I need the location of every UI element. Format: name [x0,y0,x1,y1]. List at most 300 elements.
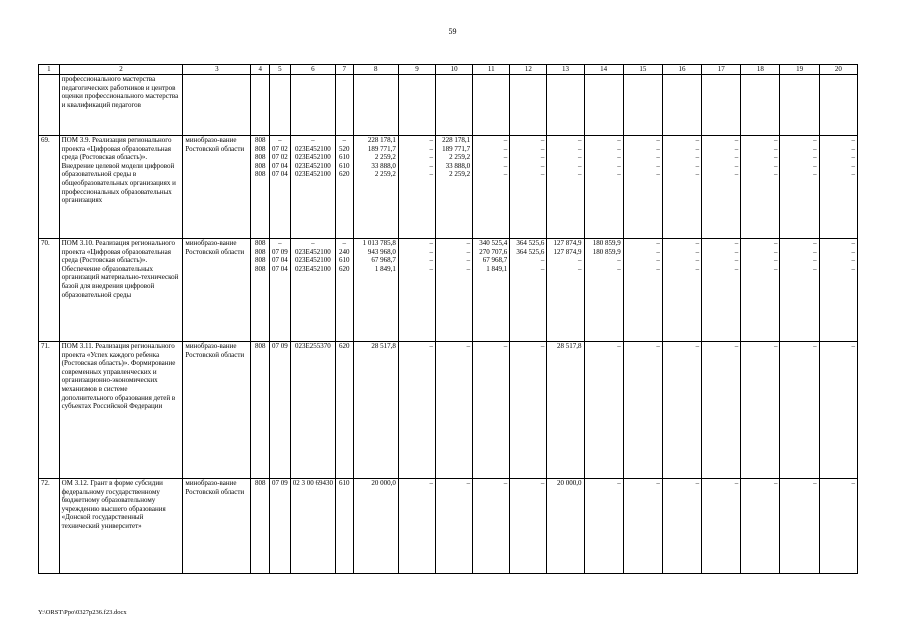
value-cell: – [429,256,434,265]
empty-cell [473,75,510,136]
value-column [436,479,473,574]
value-cell: 610 [339,161,350,170]
value-column [584,479,623,574]
value-cell: – [773,161,778,170]
measure-name: ПОМ 3.11. Реализация регионального проекта «Успех каждого ребенка (Ростовская область)». Формирование современных управленческих и организационно-экономических механизмов в системе дополнительного образования детей в субъектах Российской Федерации [59,342,183,479]
value-cell: – [851,153,855,162]
value-cell: – [578,161,582,170]
value-cell: 07 09 [272,342,288,350]
value-column [398,479,435,574]
value-column [353,479,398,574]
value-cell: 189 771,7 [442,144,471,153]
value-cell: 180 859,9 [592,239,621,247]
value-cell: 28 517,8 [371,342,396,350]
value-cell: – [695,239,700,247]
header-cell: 11 [473,65,510,75]
value-column [780,239,819,342]
value-cell: – [429,170,434,179]
value-cell: – [429,136,434,144]
value-column [336,479,354,574]
header-cell: 15 [623,65,662,75]
value-cell: – [503,136,508,144]
measure-name: ПОМ 3.9. Реализация регионального проекта «Цифровая образовательная среда (Ростовская область)». Внедрение целевой модели цифровой образовательной среды в общеобразовательных организациях и профессиональных образовательных организациях [59,136,183,239]
value-cell: – [813,144,817,153]
measure-name: ПОМ 3.10. Реализация регионального проекта «Цифровая образовательная среда (Ростовская область)». Обеспечение образовательных организаций материально-технической базой для внедрения цифровой образовательной среды [59,239,183,342]
value-cell: – [851,479,855,487]
value-cell: – [617,342,621,350]
continuation-text: профессионального мастерства педагогических работников и центров оценки профессионального мастерства и квалификаций педагогов [59,75,183,136]
value-column [473,239,510,342]
value-column [510,479,547,574]
value-cell: – [429,153,434,162]
value-column [741,342,780,479]
value-cell: – [813,136,817,144]
value-cell: – [695,479,700,487]
value-column [473,342,510,479]
value-cell: – [695,342,700,350]
value-cell: – [540,256,545,265]
header-cell: 17 [702,65,741,75]
header-cell: 6 [290,65,335,75]
value-cell: 127 874,9 [553,239,582,247]
empty-cell [183,75,251,136]
header-cell: 20 [819,65,857,75]
value-cell: 67 968,7 [482,256,508,265]
value-cell: – [466,342,471,350]
value-cell: 180 859,9 [592,247,621,256]
value-cell: – [851,161,855,170]
value-cell: – [813,247,817,256]
value-cell: 808 [254,247,266,256]
value-cell: – [278,239,282,247]
value-cell: – [851,342,855,350]
value-cell: 943 968,0 [367,247,396,256]
header-cell: 5 [270,65,291,75]
value-cell: 1 013 785,8 [362,239,396,247]
value-cell: – [503,479,508,487]
value-column [436,342,473,479]
value-cell: – [540,136,545,144]
value-cell: – [734,342,739,350]
header-cell: 18 [741,65,780,75]
value-cell: – [695,153,700,162]
value-cell: 2 259,2 [449,153,471,162]
value-cell: 20 000,0 [371,479,396,487]
empty-cell [398,75,435,136]
value-cell: – [503,170,508,179]
value-cell: – [851,170,855,179]
value-cell: – [656,247,660,256]
value-cell: – [466,479,471,487]
value-cell: – [851,264,855,273]
value-column [436,136,473,239]
value-cell: – [503,161,508,170]
value-cell: 620 [339,264,350,273]
empty-cell [702,75,741,136]
value-cell: – [773,479,778,487]
value-cell: – [578,264,582,273]
value-cell: – [695,256,700,265]
value-cell: 07 04 [272,264,288,273]
executor: минобразо-вание Ростовской области [183,479,251,574]
value-cell: – [773,256,778,265]
value-cell: – [695,247,700,256]
value-cell: – [773,239,778,247]
table-row [39,342,858,479]
value-cell: – [813,153,817,162]
value-column [251,479,270,574]
value-column [290,239,335,342]
value-cell: – [734,479,739,487]
value-cell: – [466,239,471,247]
empty-cell [336,75,354,136]
value-column [702,342,741,479]
value-column [623,239,662,342]
value-cell: – [429,342,434,350]
value-cell: – [734,136,739,144]
value-cell: 023Е452100 [294,247,331,256]
value-cell: – [813,161,817,170]
value-cell: 189 771,7 [367,144,396,153]
header-cell: 8 [353,65,398,75]
value-column [702,479,741,574]
value-cell: – [695,136,700,144]
value-column [819,342,857,479]
empty-cell [780,75,819,136]
header-cell: 10 [436,65,473,75]
value-cell: 023Е452100 [294,161,331,170]
value-cell: 2 259,2 [449,170,471,179]
value-cell: – [656,256,660,265]
value-column [336,136,354,239]
value-column [584,239,623,342]
value-column [662,239,701,342]
value-column [662,342,701,479]
value-cell: – [429,144,434,153]
value-column [251,136,270,239]
value-column [473,479,510,574]
value-column [270,239,291,342]
value-column [623,136,662,239]
row-number: 69. [39,136,60,239]
value-column [353,342,398,479]
header-cell: 9 [398,65,435,75]
row-number: 70. [39,239,60,342]
value-cell: – [540,153,545,162]
value-cell: – [503,144,508,153]
value-cell: – [503,153,508,162]
value-cell: – [503,342,508,350]
value-cell: – [311,239,315,247]
value-cell: 023Е255370 [294,342,331,350]
header-cell: 19 [780,65,819,75]
value-cell: – [773,264,778,273]
value-column [398,136,435,239]
value-cell: – [773,136,778,144]
value-cell: – [342,239,347,247]
value-cell: – [813,239,817,247]
measure-name: ОМ 3.12. Грант в форме субсидии федеральному государственному бюджетному образовательному учреждению высшего образования «Донской государственный технический университет» [59,479,183,574]
value-cell: – [734,247,739,256]
value-cell: – [578,136,582,144]
row-number: 71. [39,342,60,479]
value-cell: – [656,170,660,179]
value-cell: – [578,170,582,179]
table-row [39,479,858,574]
value-column [741,479,780,574]
empty-cell [741,75,780,136]
value-cell: 07 09 [272,479,288,487]
header-cell: 7 [336,65,354,75]
value-column [473,136,510,239]
value-cell: – [617,136,621,144]
value-cell: – [540,144,545,153]
value-column [353,239,398,342]
value-cell: – [429,479,434,487]
value-column [398,342,435,479]
value-column [436,239,473,342]
header-cell: 4 [251,65,270,75]
empty-cell [353,75,398,136]
value-cell: – [342,136,347,144]
value-cell: – [734,153,739,162]
value-cell: 808 [254,144,266,153]
value-cell: 610 [339,479,350,487]
value-column [336,342,354,479]
value-cell: – [813,264,817,273]
value-cell: – [813,342,817,350]
empty-cell [510,75,547,136]
value-column [510,342,547,479]
value-cell: 023Е452100 [294,170,331,179]
value-cell: 20 000,0 [557,479,582,487]
value-cell: – [656,264,660,273]
executor: минобразо-вание Ростовской области [183,342,251,479]
value-cell: 023Е452100 [294,256,331,265]
value-column [270,479,291,574]
empty-cell [623,75,662,136]
value-cell: 28 517,8 [557,342,582,350]
value-cell: 808 [254,136,266,144]
executor: минобразо-вание Ростовской области [183,239,251,342]
value-column [510,239,547,342]
value-cell: – [656,479,660,487]
empty-cell [290,75,335,136]
value-column [398,239,435,342]
value-cell: – [734,144,739,153]
value-cell: – [466,264,471,273]
empty-cell [662,75,701,136]
value-cell: 023Е452100 [294,153,331,162]
value-cell: 610 [339,256,350,265]
value-cell: 07 02 [272,144,288,153]
value-cell: – [695,170,700,179]
budget-table [38,64,858,574]
value-cell: 270 707,6 [479,247,508,256]
value-column [547,239,584,342]
value-cell: – [617,256,621,265]
row-number-cell [39,75,60,136]
value-cell: 228 178,1 [367,136,396,144]
value-column [290,479,335,574]
value-cell: 67 968,7 [371,256,396,265]
executor: минобразо-вание Ростовской области [183,136,251,239]
value-cell: – [656,153,660,162]
value-cell: 07 04 [272,161,288,170]
value-cell: – [429,239,434,247]
value-cell: 2 259,2 [374,170,396,179]
header-row [39,65,858,75]
value-cell: – [656,136,660,144]
empty-cell [436,75,473,136]
value-column [270,136,291,239]
value-cell: – [851,247,855,256]
header-cell: 13 [547,65,584,75]
value-column [741,136,780,239]
empty-cell [584,75,623,136]
value-cell: – [813,479,817,487]
value-cell: – [695,144,700,153]
value-cell: 340 525,4 [479,239,508,247]
value-cell: 127 874,9 [553,247,582,256]
value-cell: 808 [254,170,266,179]
value-cell: – [617,170,621,179]
value-cell: – [773,247,778,256]
table-row [39,136,858,239]
value-cell: – [734,239,739,247]
value-cell: – [578,256,582,265]
value-column [547,479,584,574]
value-cell: – [656,239,660,247]
value-cell: – [617,479,621,487]
value-column [510,136,547,239]
value-column [662,479,701,574]
value-cell: – [466,247,471,256]
value-cell: – [540,161,545,170]
value-cell: 07 04 [272,256,288,265]
header-cell: 3 [183,65,251,75]
value-cell: – [429,161,434,170]
value-column [741,239,780,342]
value-cell: 364 525,6 [516,239,545,247]
value-cell: – [773,342,778,350]
value-cell: – [578,153,582,162]
value-column [353,136,398,239]
value-column [780,136,819,239]
value-cell: – [851,239,855,247]
value-column [290,342,335,479]
value-cell: 07 09 [272,247,288,256]
value-column [547,136,584,239]
value-cell: – [540,170,545,179]
value-cell: – [734,161,739,170]
value-cell: 620 [339,342,350,350]
value-cell: 808 [254,239,266,247]
value-cell: – [617,161,621,170]
value-column [584,342,623,479]
value-cell: 364 525,6 [516,247,545,256]
value-cell: – [695,264,700,273]
value-cell: – [429,264,434,273]
value-cell: 2 259,2 [374,153,396,162]
value-cell: 620 [339,170,350,179]
value-cell: 808 [254,161,266,170]
value-column [819,239,857,342]
empty-cell [819,75,857,136]
value-cell: – [851,256,855,265]
value-cell: 33 888,0 [371,161,396,170]
value-cell: – [773,144,778,153]
value-cell: 520 [339,144,350,153]
value-cell: 33 888,0 [445,161,471,170]
value-cell: – [540,342,545,350]
value-cell: 808 [254,256,266,265]
value-column [819,136,857,239]
value-cell: 1 849,1 [374,264,396,273]
value-cell: – [851,144,855,153]
value-column [290,136,335,239]
value-cell: – [813,170,817,179]
value-cell: – [311,136,315,144]
page-number: 59 [448,27,457,36]
value-cell: – [429,247,434,256]
value-cell: 07 02 [272,153,288,162]
value-cell: 07 04 [272,170,288,179]
value-cell: – [734,256,739,265]
value-cell: – [578,144,582,153]
value-cell: – [617,264,621,273]
value-cell: 808 [254,153,266,162]
file-path-footer: Y:\ORST\Ppo\0327p236.f23.docx [38,609,127,616]
value-column [780,479,819,574]
value-column [270,342,291,479]
value-column [251,342,270,479]
value-cell: – [656,161,660,170]
value-cell: – [656,342,660,350]
value-cell: – [851,136,855,144]
value-cell: – [278,136,282,144]
value-cell: – [695,161,700,170]
value-column [251,239,270,342]
header-cell: 2 [59,65,183,75]
value-cell: – [617,144,621,153]
value-column [584,136,623,239]
value-cell: 808 [254,264,266,273]
value-cell: 023Е452100 [294,264,331,273]
value-column [702,136,741,239]
continuation-row [39,75,858,136]
value-cell: 240 [339,247,350,256]
value-column [547,342,584,479]
header-cell: 1 [39,65,60,75]
value-cell: – [734,170,739,179]
value-cell: 02 3 00 69430 [292,479,333,487]
value-column [623,342,662,479]
value-column [662,136,701,239]
value-cell: – [813,256,817,265]
empty-cell [547,75,584,136]
value-cell: 1 849,1 [486,264,508,273]
value-cell: 808 [254,342,266,350]
value-cell: – [540,264,545,273]
value-column [819,479,857,574]
value-cell: – [734,264,739,273]
header-cell: 12 [510,65,547,75]
empty-cell [251,75,270,136]
value-cell: – [466,256,471,265]
value-cell: – [540,479,545,487]
table-row [39,239,858,342]
